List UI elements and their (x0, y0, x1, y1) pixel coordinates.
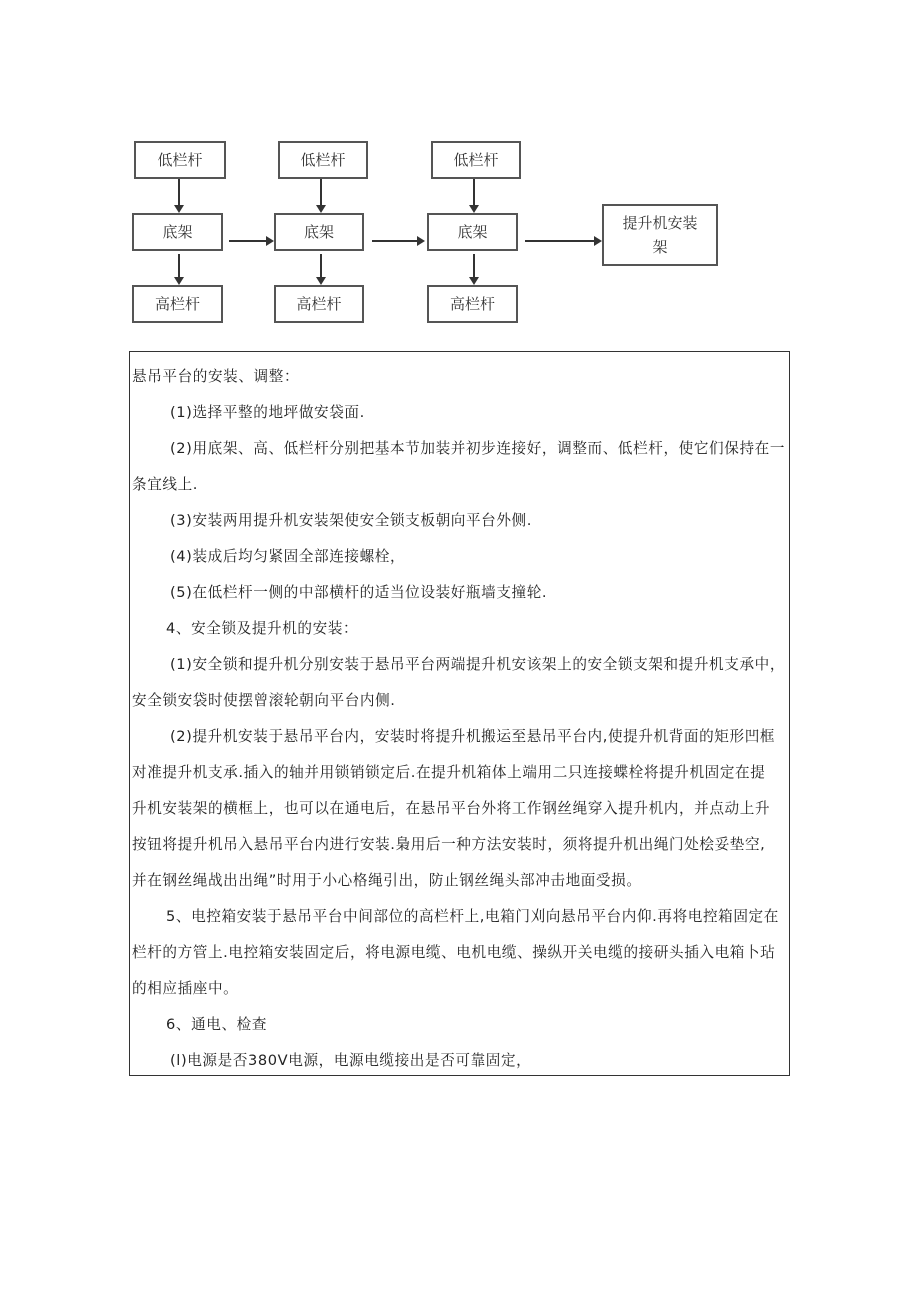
flow-connector (229, 240, 267, 242)
flow-box-label: 高栏杆 (296, 295, 342, 313)
flow-connector (473, 254, 475, 278)
flow-box-hoist-mount (602, 204, 718, 266)
arrow-down-icon (469, 205, 479, 213)
flow-box-label: 低栏杆 (300, 151, 346, 169)
text-line: 的相应插座中。 (132, 980, 239, 997)
flow-box-label: 底架 (162, 223, 193, 241)
flow-box-label: 高栏杆 (154, 295, 200, 313)
text-line: (l)电源是否380V电源，电源电缆接出是否可靠固定， (170, 1052, 532, 1069)
flow-connector (178, 179, 180, 206)
flow-box-low-rail-2 (278, 141, 368, 179)
flow-connector (320, 254, 322, 278)
flow-box-label: 低栏杆 (157, 151, 203, 169)
text-line: (2)用底架、高、低栏杆分别把基本节加装并初步连接好，调整而、低栏杆，使它们保持在一 (170, 440, 786, 457)
text-line: 条宜线上. (132, 476, 199, 493)
text-line: 并在钢丝绳战出出绳”时用于小心格绳引出，防止钢丝绳头部冲击地面受损。 (132, 872, 642, 889)
text-line: (4)装成后均匀紧固全部连接螺栓， (170, 548, 406, 565)
flow-box-label: 低栏杆 (453, 151, 499, 169)
document-body (132, 359, 785, 1079)
heading-platform-install: 悬吊平台的安装、调整： (132, 368, 300, 385)
document-text-box (129, 351, 790, 1076)
flow-box-low-rail-3 (431, 141, 521, 179)
flow-connector (525, 240, 595, 242)
flow-box-base-frame-3 (427, 213, 518, 251)
flow-box-label: 底架 (303, 223, 334, 241)
flow-box-low-rail-1 (134, 141, 226, 179)
heading-safety-lock-install: 4、安全锁及提升机的安装： (166, 620, 359, 637)
flow-connector (473, 179, 475, 206)
arrow-down-icon (316, 205, 326, 213)
flow-connector (178, 254, 180, 278)
flow-connector (320, 179, 322, 206)
arrow-down-icon (316, 277, 326, 285)
flow-box-high-rail-1 (132, 285, 223, 323)
arrow-right-icon (417, 236, 425, 246)
flow-connector (372, 240, 418, 242)
text-line: (3)安装两用提升机安装架使安全锁支板朝向平台外侧. (170, 512, 532, 529)
flow-box-base-frame-1 (132, 213, 223, 251)
text-line: (1)安全锁和提升机分别安装于悬吊平台两端提升机安该架上的安全锁支架和提升机支承中， (170, 656, 786, 673)
flow-box-base-frame-2 (274, 213, 364, 251)
flow-box-label: 底架 (457, 223, 488, 241)
text-line: (2)提升机安装于悬吊平台内，安装时将提升机搬运至悬吊平台内,使提升机背面的矩形凹框 (170, 728, 776, 745)
arrow-down-icon (469, 277, 479, 285)
arrow-down-icon (174, 277, 184, 285)
flow-box-high-rail-2 (274, 285, 364, 323)
text-line: 安全锁安袋时使摆曾滚轮朝向平台内侧. (132, 692, 396, 709)
arrow-right-icon (266, 236, 274, 246)
heading-control-box: 5、电控箱安装于悬吊平台中间部位的高栏杆上,电箱门刈向悬吊平台内仰.再将电控箱固定在 (166, 908, 779, 925)
text-line: 栏杆的方管上.电控箱安装固定后，将电源电缆、电机电缆、操纵开关电缆的接研头插入电箱卜玷 (132, 944, 776, 961)
flow-box-label: 提升机安装架 (622, 214, 698, 256)
text-line: 对准提升机支承.插入的轴并用锁销锁定后.在提升机箱体上端用二只连接蝶栓将提升机固定在提 (132, 764, 766, 781)
text-line: 按钮将提升机吊入悬吊平台内进行安装.梟用后一种方法安装时，须将提升机出绳门处桧妥垫空, (132, 836, 766, 853)
arrow-right-icon (594, 236, 602, 246)
flow-box-high-rail-3 (427, 285, 518, 323)
text-line: (1)选择平整的地坪做安袋面. (170, 404, 365, 421)
text-line: 升机安装架的横框上，也可以在通电后，在悬吊平台外将工作钢丝绳穿入提升机内，并点动上升 (132, 800, 771, 817)
heading-power-check: 6、通电、检查 (166, 1016, 268, 1033)
arrow-down-icon (174, 205, 184, 213)
text-line: (5)在低栏杆一侧的中部横杆的适当位设装好瓶墙支撞轮. (170, 584, 548, 601)
flow-box-label: 高栏杆 (449, 295, 495, 313)
